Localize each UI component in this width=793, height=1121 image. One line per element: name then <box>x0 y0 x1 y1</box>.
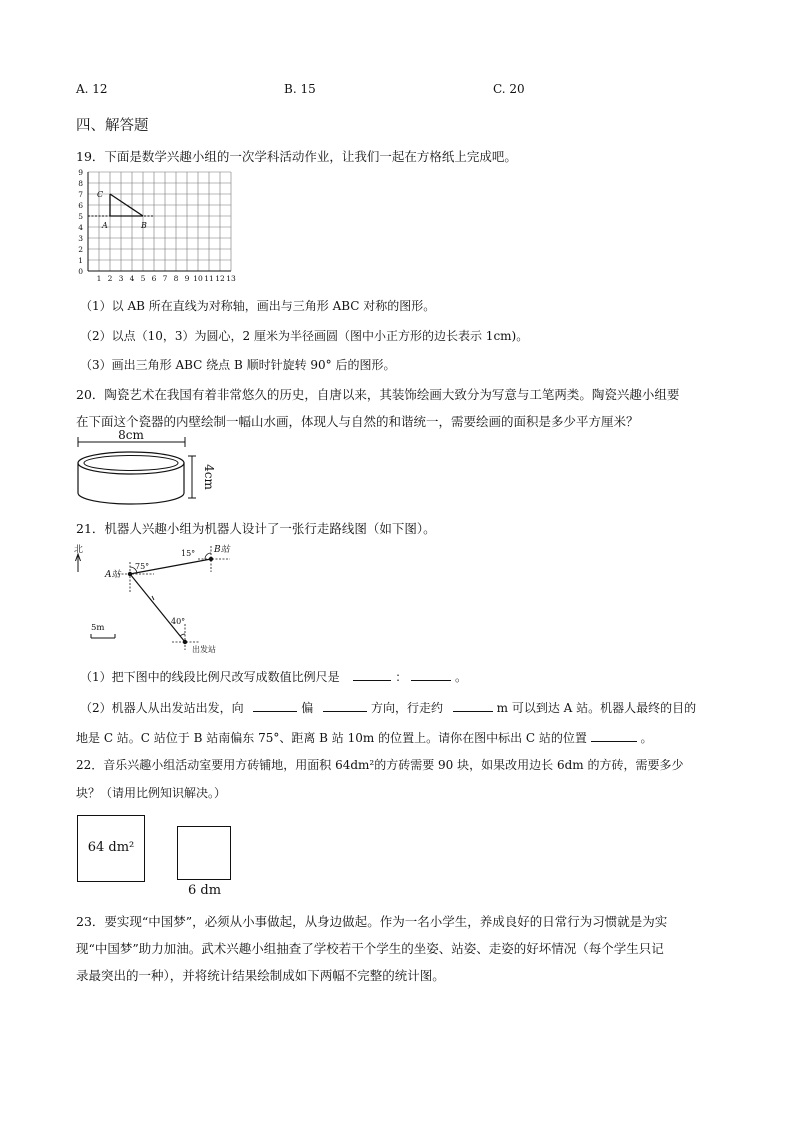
tile-6dm <box>177 826 231 880</box>
north-label: 北 <box>74 545 84 555</box>
x-tick: 2 <box>107 274 113 283</box>
q19-grid-figure <box>74 170 244 288</box>
q21-sub2-period: 。 <box>640 731 653 745</box>
x-tick: 4 <box>129 274 135 283</box>
answer-blank-direction-1[interactable] <box>253 699 297 712</box>
x-tick: 13 <box>226 274 236 283</box>
option-c: C. 20 <box>493 82 525 96</box>
height-label: 4cm <box>202 464 216 490</box>
y-tick: 5 <box>78 212 83 221</box>
q21-sub1-colon: ： <box>395 670 408 684</box>
q21-sub2-line2 <box>76 729 653 746</box>
tile-6dm-label: 6 dm <box>188 883 222 898</box>
q19-sub2: （2）以点（10，3）为圆心，2 厘米为半径画圆（图中小正方形的边长表示 1cm)。 <box>80 329 529 343</box>
y-tick: 8 <box>78 179 83 188</box>
answer-blank-direction-2[interactable] <box>323 699 367 712</box>
grid-lines <box>88 172 231 271</box>
point-c-label: C <box>97 190 104 199</box>
station-a-label: A站 <box>105 570 121 580</box>
y-tick: 1 <box>78 256 83 265</box>
y-tick: 4 <box>78 223 83 232</box>
q21-sub1-text: （1）把下图中的线段比例尺改写成数值比例尺是 <box>80 670 340 684</box>
x-tick: 6 <box>151 274 157 283</box>
x-tick: 12 <box>215 274 225 283</box>
point-b-label: B <box>141 221 147 230</box>
x-tick: 5 <box>140 274 146 283</box>
angle-a-label: 75° <box>135 562 150 571</box>
q21-sub2-line2-text: 地是 C 站。C 站位于 B 站南偏东 75°、距离 B 站 10m 的位置上。请你在图中标出 C 站的位置 <box>76 731 587 745</box>
x-tick: 10 <box>193 274 203 283</box>
tile-64dm2-label: 64 dm² <box>87 840 135 855</box>
q20-line2: 在下面这个瓷器的内壁绘制一幅山水画，体现人与自然的和谐统一，需要绘画的面积是多少平方厘米？ <box>76 414 639 429</box>
start-station-label: 出发站 <box>192 645 216 654</box>
x-tick: 11 <box>204 274 214 283</box>
scale-label: 5m <box>91 623 105 633</box>
q22-line1: 22．音乐兴趣小组活动室要用方砖铺地，用面积 64dm²的方砖需要 90 块，如果改用边长 6dm 的方砖，需要多少 <box>76 758 684 772</box>
q21-sub2-part-b: 偏 <box>301 701 314 715</box>
q21-sub2-part-c: 方向，行走约 <box>370 701 443 715</box>
x-tick-labels <box>97 274 236 283</box>
q19-sub1: （1）以 AB 所在直线为对称轴，画出与三角形 ABC 对称的图形。 <box>80 299 436 313</box>
q21-sub1 <box>80 668 467 685</box>
q23-line1: 23．要实现“中国梦”，必须从小事做起，从身边做起。作为一名小学生，养成良好的日常行为习惯就是为实 <box>76 914 668 929</box>
q22-line2: 块？（请用比例知识解决。） <box>76 786 227 800</box>
q19-stem: 19．下面是数学兴趣小组的一次学科活动作业，让我们一起在方格纸上完成吧。 <box>76 149 517 164</box>
q21-sub2-part-d: m 可以到达 A 站。机器人最终的目的 <box>496 701 697 715</box>
angle-start-label: 40° <box>171 617 186 626</box>
y-tick: 7 <box>78 190 83 199</box>
x-tick: 1 <box>96 274 102 283</box>
route-start-to-a <box>130 574 185 642</box>
answer-blank-distance[interactable] <box>453 699 493 712</box>
y-tick: 0 <box>78 267 83 276</box>
y-tick: 2 <box>78 245 83 254</box>
q23-line2: 现“中国梦”助力加油。武术兴趣小组抽查了学校若干个学生的坐姿、站姿、走姿的好坏情况（每个学生只记 <box>76 941 664 956</box>
q21-sub2-part-a: （2）机器人从出发站出发，向 <box>80 701 244 715</box>
x-tick: 9 <box>184 274 190 283</box>
answer-blank-scale-right[interactable] <box>411 668 451 681</box>
q20-cylinder-figure <box>74 430 214 510</box>
x-tick: 8 <box>173 274 179 283</box>
answer-blank-scale-left[interactable] <box>353 668 391 681</box>
y-tick-labels <box>78 168 83 276</box>
q21-route-figure <box>74 538 244 658</box>
station-b-label: B站 <box>214 545 230 555</box>
y-tick: 6 <box>78 201 83 210</box>
q20-line1: 20．陶瓷艺术在我国有着非常悠久的历史，自唐以来，其装饰绘画大致分为写意与工笔两类。陶瓷兴趣小组要 <box>76 387 680 402</box>
option-a: A. 12 <box>76 82 108 96</box>
y-tick: 9 <box>78 168 83 177</box>
point-a-label: A <box>102 221 108 230</box>
q19-sub3: （3）画出三角形 ABC 绕点 B 顺时针旋转 90° 后的图形。 <box>80 358 396 372</box>
q21-sub2 <box>80 699 696 716</box>
q21-sub1-period: 。 <box>454 670 467 684</box>
option-b: B. 15 <box>284 82 316 96</box>
x-tick: 7 <box>162 274 168 283</box>
answer-blank-c-station[interactable] <box>591 729 637 742</box>
q23-line3: 录最突出的一种），并将统计结果绘制成如下两幅不完整的统计图。 <box>76 968 445 983</box>
y-tick: 3 <box>78 234 83 243</box>
angle-b-label: 15° <box>181 549 196 558</box>
q21-stem: 21．机器人兴趣小组为机器人设计了一张行走路线图（如下图）。 <box>76 521 436 536</box>
tile-64dm2 <box>77 815 145 882</box>
section-title: 四、解答题 <box>76 118 149 134</box>
x-tick: 3 <box>118 274 124 283</box>
diameter-label: 8cm <box>118 428 144 442</box>
